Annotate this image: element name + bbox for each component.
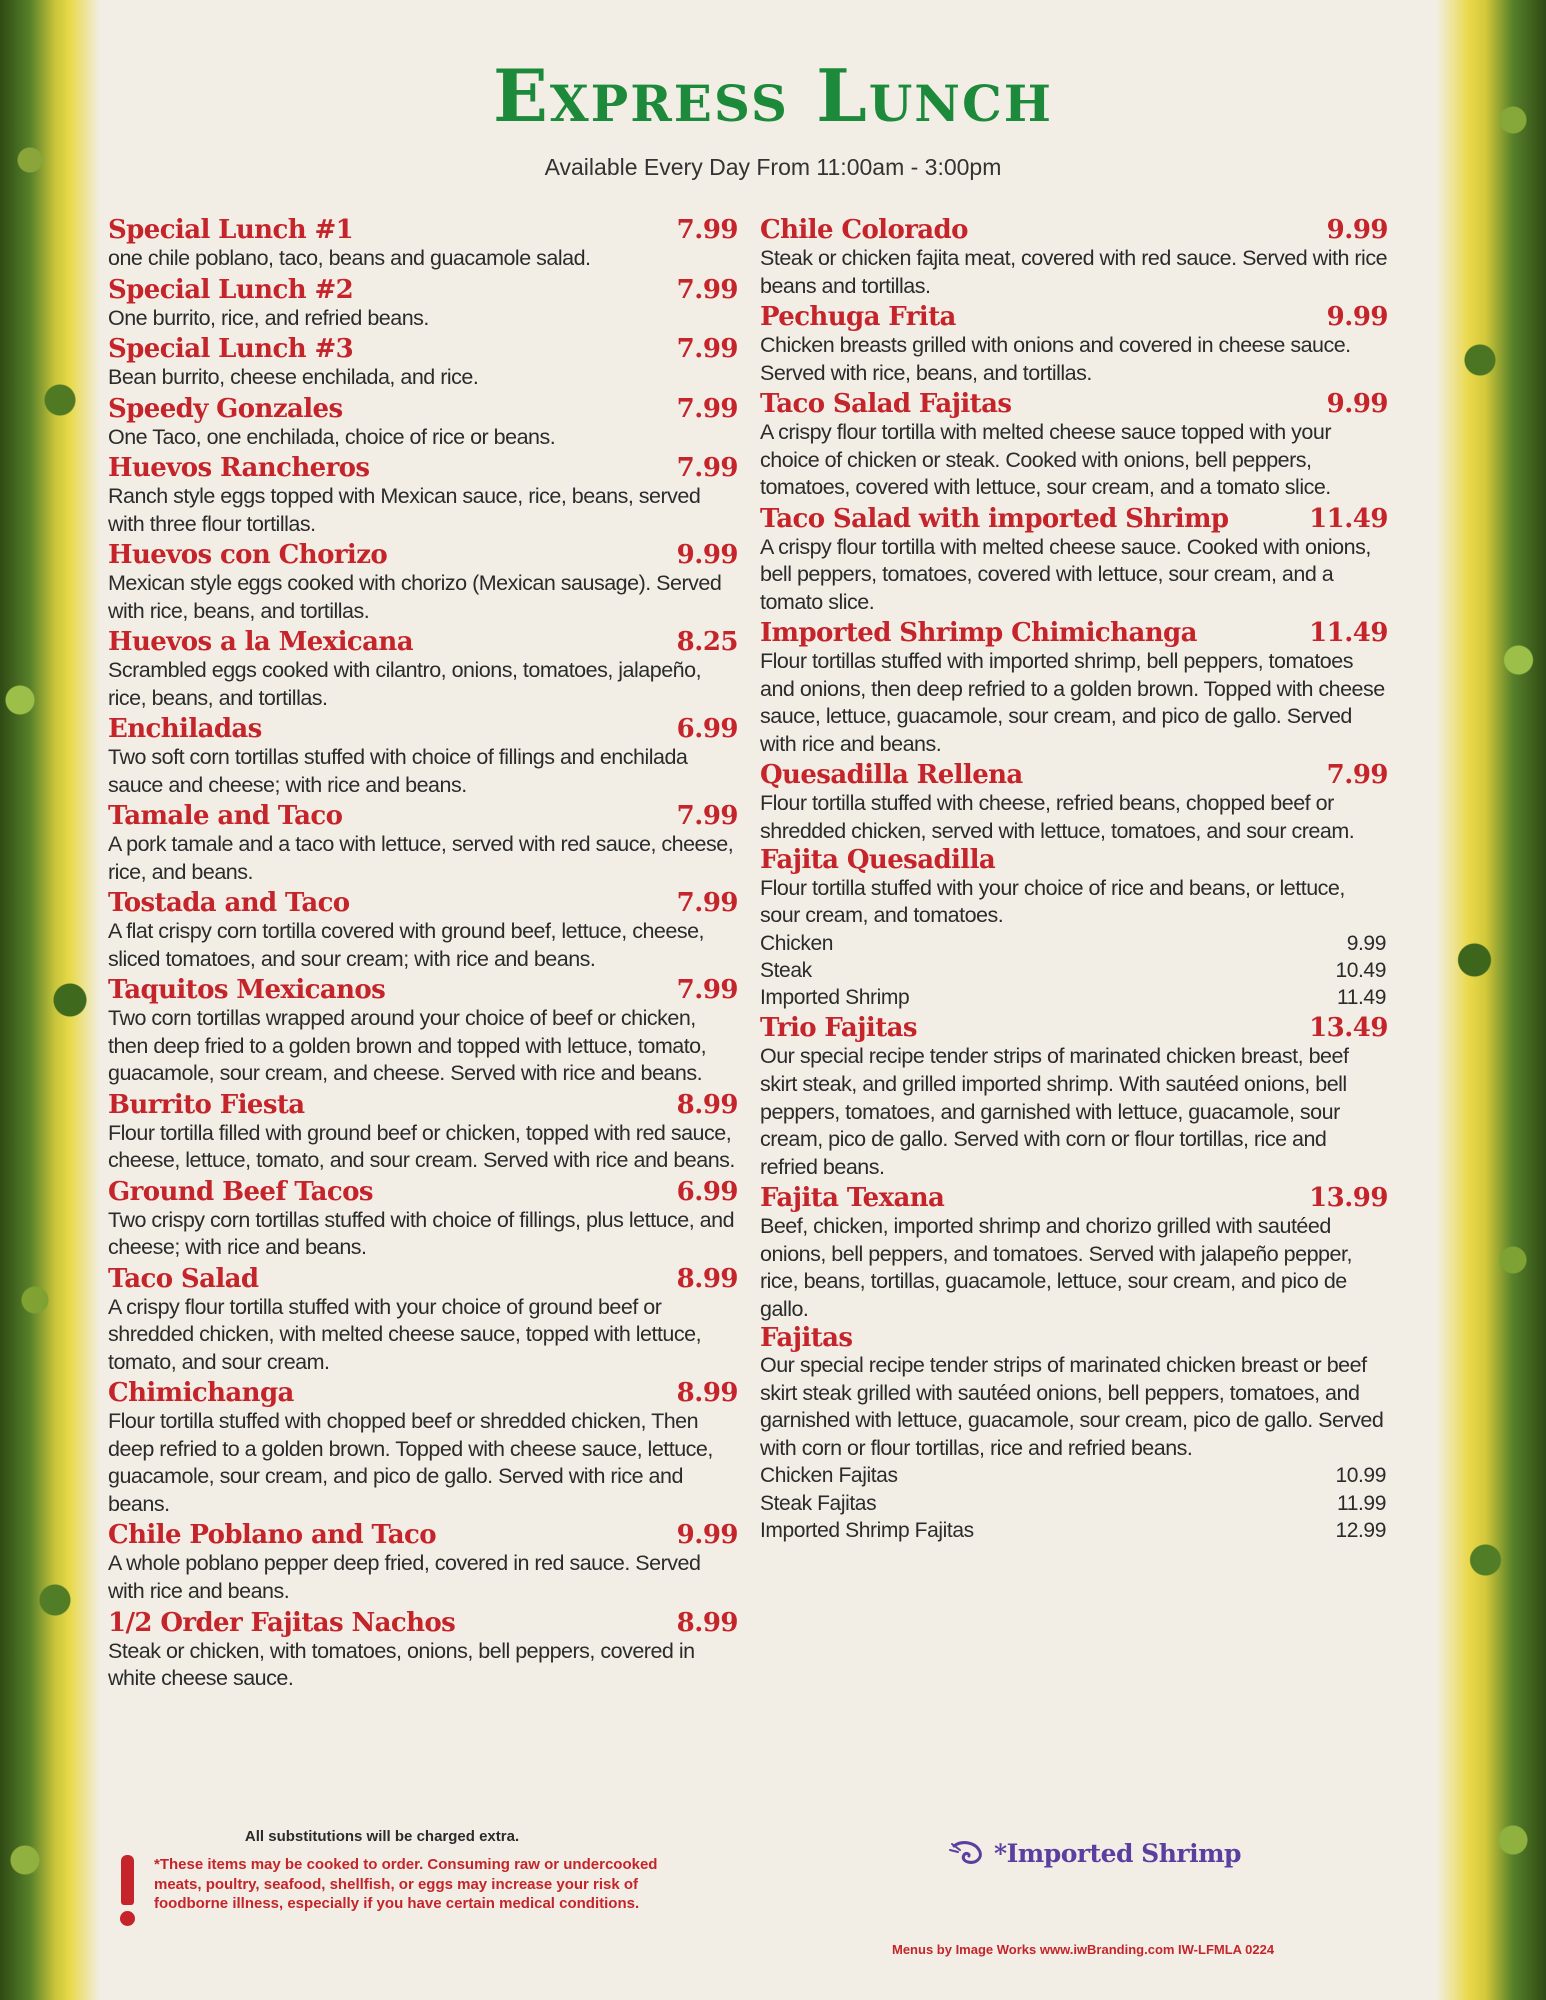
menu-item-price: 8.99 (676, 1607, 738, 1638)
menu-item-description: A flat crispy corn tortilla covered with ground beef, lettuce, cheese, sliced tomatoes, and sour cream; with rice and beans. (108, 919, 704, 971)
menu-item (760, 1325, 1388, 1544)
menu-item-price: 9.99 (1326, 389, 1388, 420)
menu-item-price: 6.99 (676, 1176, 738, 1207)
menu-item-name: Taquitos Mexicanos (108, 975, 386, 1006)
menu-item-description: Beef, chicken, imported shrimp and chorizo grilled with sautéed onions, bell peppers, and tomatoes. Served with jalapeño pepper, rice, beans, tortillas, guacamole, lettuce, sour cream, and pico de gallo. (760, 1214, 1352, 1321)
menu-item-price: 9.99 (1326, 302, 1388, 333)
menu-item-description: Our special recipe tender strips of marinated chicken breast, beef skirt steak, and grilled imported shrimp. With sautéed onions, bell peppers, tomatoes, and garnished with lettuce, guacamole, sour cream, pico de gallo. Served with corn or flour tortillas, rice and refried beans. (760, 1044, 1349, 1179)
menu-item-description: A pork tamale and a taco with lettuce, served with red sauce, cheese, rice, and beans. (108, 832, 734, 884)
menu-item (760, 1013, 1388, 1181)
menu-option-price: 11.99 (1337, 1491, 1386, 1515)
menu-item-description: A whole poblano pepper deep fried, covered in red sauce. Served with rice and beans. (108, 1551, 701, 1603)
menu-item-description: One burrito, rice, and refried beans. (108, 305, 429, 330)
menu-option-row (760, 1517, 1388, 1544)
menu-item-price: 7.99 (676, 215, 738, 245)
menu-column-right (760, 215, 1388, 1546)
menu-item-description: Two corn tortillas wrapped around your choice of beef or chicken, then deep fried to a golden brown and topped with lettuce, tomato, guacamole, sour cream, and cheese. Served with rice and beans. (108, 1006, 707, 1086)
menu-item-name: Chile Poblano and Taco (108, 1520, 436, 1551)
menu-item-description: One Taco, one enchilada, choice of rice or beans. (108, 424, 556, 449)
menu-item-description: Scrambled eggs cooked with cilantro, onions, tomatoes, jalapeño, rice, beans, and tortillas. (108, 658, 702, 710)
menu-option-price: 11.49 (1337, 986, 1386, 1010)
menu-item (108, 714, 738, 799)
menu-item-description: Bean burrito, cheese enchilada, and rice. (108, 365, 479, 390)
menu-item-price: 8.99 (676, 1378, 738, 1409)
menu-item-name: Imported Shrimp Chimichanga (760, 618, 1197, 649)
menu-item-description: Flour tortilla stuffed with chopped beef or shredded chicken, Then deep refried to a golden brown. Topped with cheese sauce, lettuce, guacamole, sour cream, and pico de gallo. Served with rice and beans. (108, 1409, 713, 1516)
menu-item-name: Taco Salad (108, 1263, 259, 1294)
exclamation-icon (112, 1855, 142, 1926)
menu-item (108, 540, 738, 625)
menu-credit: Menus by Image Works www.iwBranding.com IW-LFMLA 0224 (892, 1942, 1275, 1957)
menu-option-label: Steak Fajitas (760, 1491, 877, 1515)
menu-item (760, 504, 1388, 617)
menu-item-name: Fajita Texana (760, 1183, 945, 1214)
menu-item-name: Fajita Quesadilla (760, 845, 996, 876)
menu-item-description: Flour tortilla stuffed with cheese, refried beans, chopped beef or shredded chicken, served with lettuce, tomatoes, and sour cream. (760, 791, 1355, 843)
menu-item-price: 8.99 (676, 1089, 738, 1120)
menu-item-price: 8.25 (676, 627, 738, 658)
menu-item-price: 9.99 (676, 540, 738, 571)
menu-item-name: Ground Beef Tacos (108, 1176, 373, 1207)
menu-item-price: 7.99 (676, 975, 738, 1006)
menu-item-price: 7.99 (676, 393, 738, 424)
menu-item-name: Huevos con Chorizo (108, 540, 388, 571)
menu-option-row (760, 930, 1388, 957)
menu-item-name: Taco Salad Fajitas (760, 389, 1012, 420)
menu-option-price: 10.99 (1335, 1464, 1386, 1488)
menu-option-row (760, 1490, 1388, 1517)
menu-option-row (760, 1462, 1388, 1489)
menu-item-name: 1/2 Order Fajitas Nachos (108, 1607, 456, 1638)
menu-item-name: Huevos Rancheros (108, 453, 370, 484)
page-title: Express Lunch (492, 53, 1054, 138)
menu-item-price: 7.99 (676, 888, 738, 919)
menu-item-description: Flour tortillas stuffed with imported shrimp, bell peppers, tomatoes and onions, then deep refried to a golden brown. Topped with cheese sauce, lettuce, guacamole, sour cream, and pico de gallo. Served with rice and beans. (760, 649, 1385, 756)
menu-option-price: 12.99 (1335, 1519, 1386, 1543)
menu-item (760, 302, 1388, 387)
menu-item (108, 888, 738, 973)
menu-item (108, 627, 738, 712)
food-safety-warning: *These items may be cooked to order. Consuming raw or undercooked meats, poultry, seafood, shellfish, or eggs may increase your risk of foodborne illness, especially if you have certain medical conditions. (154, 1856, 658, 1912)
menu-option-label: Imported Shrimp (760, 986, 910, 1010)
menu-item (760, 389, 1388, 502)
menu-option-label: Imported Shrimp Fajitas (760, 1519, 974, 1543)
menu-option-label: Steak (760, 958, 812, 982)
menu-item-description: Steak or chicken fajita meat, covered with red sauce. Served with rice beans and tortillas. (760, 246, 1388, 298)
menu-item-description: Flour tortilla stuffed with your choice of rice and beans, or lettuce, sour cream, and tomatoes. (760, 875, 1345, 928)
menu-item-name: Tamale and Taco (108, 801, 343, 832)
menu-item-price: 7.99 (1326, 760, 1388, 791)
menu-item (760, 215, 1388, 300)
menu-item-name: Quesadilla Rellena (760, 760, 1023, 791)
menu-item-price: 9.99 (676, 1520, 738, 1551)
menu-item (108, 1177, 738, 1262)
menu-item-description: Ranch style eggs topped with Mexican sauce, rice, beans, served with three flour tortillas. (108, 484, 701, 536)
menu-item (108, 1264, 738, 1377)
shrimp-icon (948, 1838, 988, 1868)
menu-option-label: Chicken (760, 931, 834, 955)
substitution-note: All substitutions will be charged extra. (244, 1828, 520, 1845)
imported-shrimp-note (948, 1838, 1241, 1868)
menu-notes (112, 1828, 712, 1926)
menu-item-name: Enchiladas (108, 714, 262, 745)
menu-item-name: Trio Fajitas (760, 1013, 917, 1044)
menu-item-name: Taco Salad with imported Shrimp (760, 503, 1229, 534)
menu-item (108, 975, 738, 1088)
menu-item-description: Chicken breasts grilled with onions and covered in cheese sauce. Served with rice, beans, and tortillas. (760, 333, 1351, 385)
menu-item-name: Speedy Gonzales (108, 393, 343, 424)
menu-item-price: 13.99 (1309, 1183, 1388, 1214)
menu-item-price: 11.49 (1309, 618, 1388, 649)
menu-item (108, 215, 738, 273)
menu-item-description: Flour tortilla filled with ground beef or chicken, topped with red sauce, cheese, lettuce, tomato, and sour cream. Served with rice and beans. (108, 1120, 735, 1173)
menu-item-name: Special Lunch #2 (108, 274, 354, 305)
menu-item (108, 1090, 738, 1175)
menu-item-name: Pechuga Frita (760, 302, 956, 333)
menu-item-description: Our special recipe tender strips of marinated chicken breast or beef skirt steak grilled with sautéed onions, bell peppers, tomatoes, and garnished with lettuce, guacamole, sour cream, pico de gallo. Served with corn or flour tortillas, rice and refried beans. (760, 1353, 1384, 1460)
menu-item (108, 275, 738, 333)
menu-item-name: Chile Colorado (760, 215, 968, 245)
menu-item (108, 1608, 738, 1693)
menu-item-price: 7.99 (676, 334, 738, 365)
menu-item (108, 453, 738, 538)
menu-item-description: Steak or chicken, with tomatoes, onions, bell peppers, covered in white cheese sauce. (108, 1638, 695, 1691)
menu-item-price: 9.99 (1326, 215, 1388, 245)
menu-item-price: 7.99 (676, 801, 738, 832)
menu-option-price: 9.99 (1346, 931, 1386, 955)
menu-item-name: Chimichanga (108, 1378, 294, 1409)
imported-shrimp-label: *Imported Shrimp (994, 1838, 1242, 1868)
menu-item-price: 7.99 (676, 453, 738, 484)
menu-item (760, 847, 1388, 1011)
menu-item-name: Tostada and Taco (108, 888, 350, 919)
menu-item (108, 801, 738, 886)
menu-item-description: Mexican style eggs cooked with chorizo (Mexican sausage). Served with rice, beans, and tortillas. (108, 571, 722, 623)
menu-option-label: Chicken Fajitas (760, 1464, 898, 1488)
menu-item-price: 6.99 (676, 714, 738, 745)
menu-item-description: A crispy flour tortilla with melted cheese sauce. Cooked with onions, bell peppers, tomatoes, covered with lettuce, sour cream, and a tomato slice. (760, 534, 1371, 614)
menu-item-name: Special Lunch #1 (108, 215, 354, 245)
menu-option-price: 10.49 (1335, 958, 1386, 982)
menu-item-name: Fajitas (760, 1323, 853, 1354)
menu-header (0, 53, 1546, 181)
menu-item-name: Burrito Fiesta (108, 1089, 305, 1120)
menu-item (108, 394, 738, 452)
menu-item (108, 334, 738, 392)
menu-item-name: Huevos a la Mexicana (108, 627, 413, 658)
menu-item-description: A crispy flour tortilla stuffed with your choice of ground beef or shredded chicken, with melted cheese sauce, topped with lettuce, tomato, and sour cream. (108, 1294, 702, 1374)
menu-option-row (760, 984, 1388, 1011)
availability-text: Available Every Day From 11:00am - 3:00pm (544, 154, 1002, 180)
menu-item (108, 1520, 738, 1605)
menu-item (108, 1378, 738, 1518)
menu-item-description: Two crispy corn tortillas stuffed with choice of fillings, plus lettuce, and cheese; with rice and beans. (108, 1207, 735, 1260)
menu-item-description: A crispy flour tortilla with melted cheese sauce topped with your choice of chicken or steak. Cooked with onions, bell peppers, tomatoes, covered with lettuce, sour cream, and a tomato slice. (760, 420, 1331, 500)
menu-option-row (760, 957, 1388, 984)
menu-item (760, 618, 1388, 758)
menu-item-price: 8.99 (676, 1263, 738, 1294)
menu-item-description: one chile poblano, taco, beans and guacamole salad. (108, 246, 591, 270)
menu-item (760, 1183, 1388, 1323)
menu-column-left (108, 215, 738, 1695)
ivy-border-left (0, 0, 100, 2000)
menu-item-price: 11.49 (1309, 503, 1388, 534)
ivy-border-right (1436, 0, 1546, 2000)
menu-item (760, 760, 1388, 845)
menu-item-description: Two soft corn tortillas stuffed with choice of fillings and enchilada sauce and cheese; with rice and beans. (108, 745, 688, 797)
menu-item-name: Special Lunch #3 (108, 334, 354, 365)
menu-item-price: 13.49 (1309, 1013, 1388, 1044)
menu-item-price: 7.99 (676, 274, 738, 305)
